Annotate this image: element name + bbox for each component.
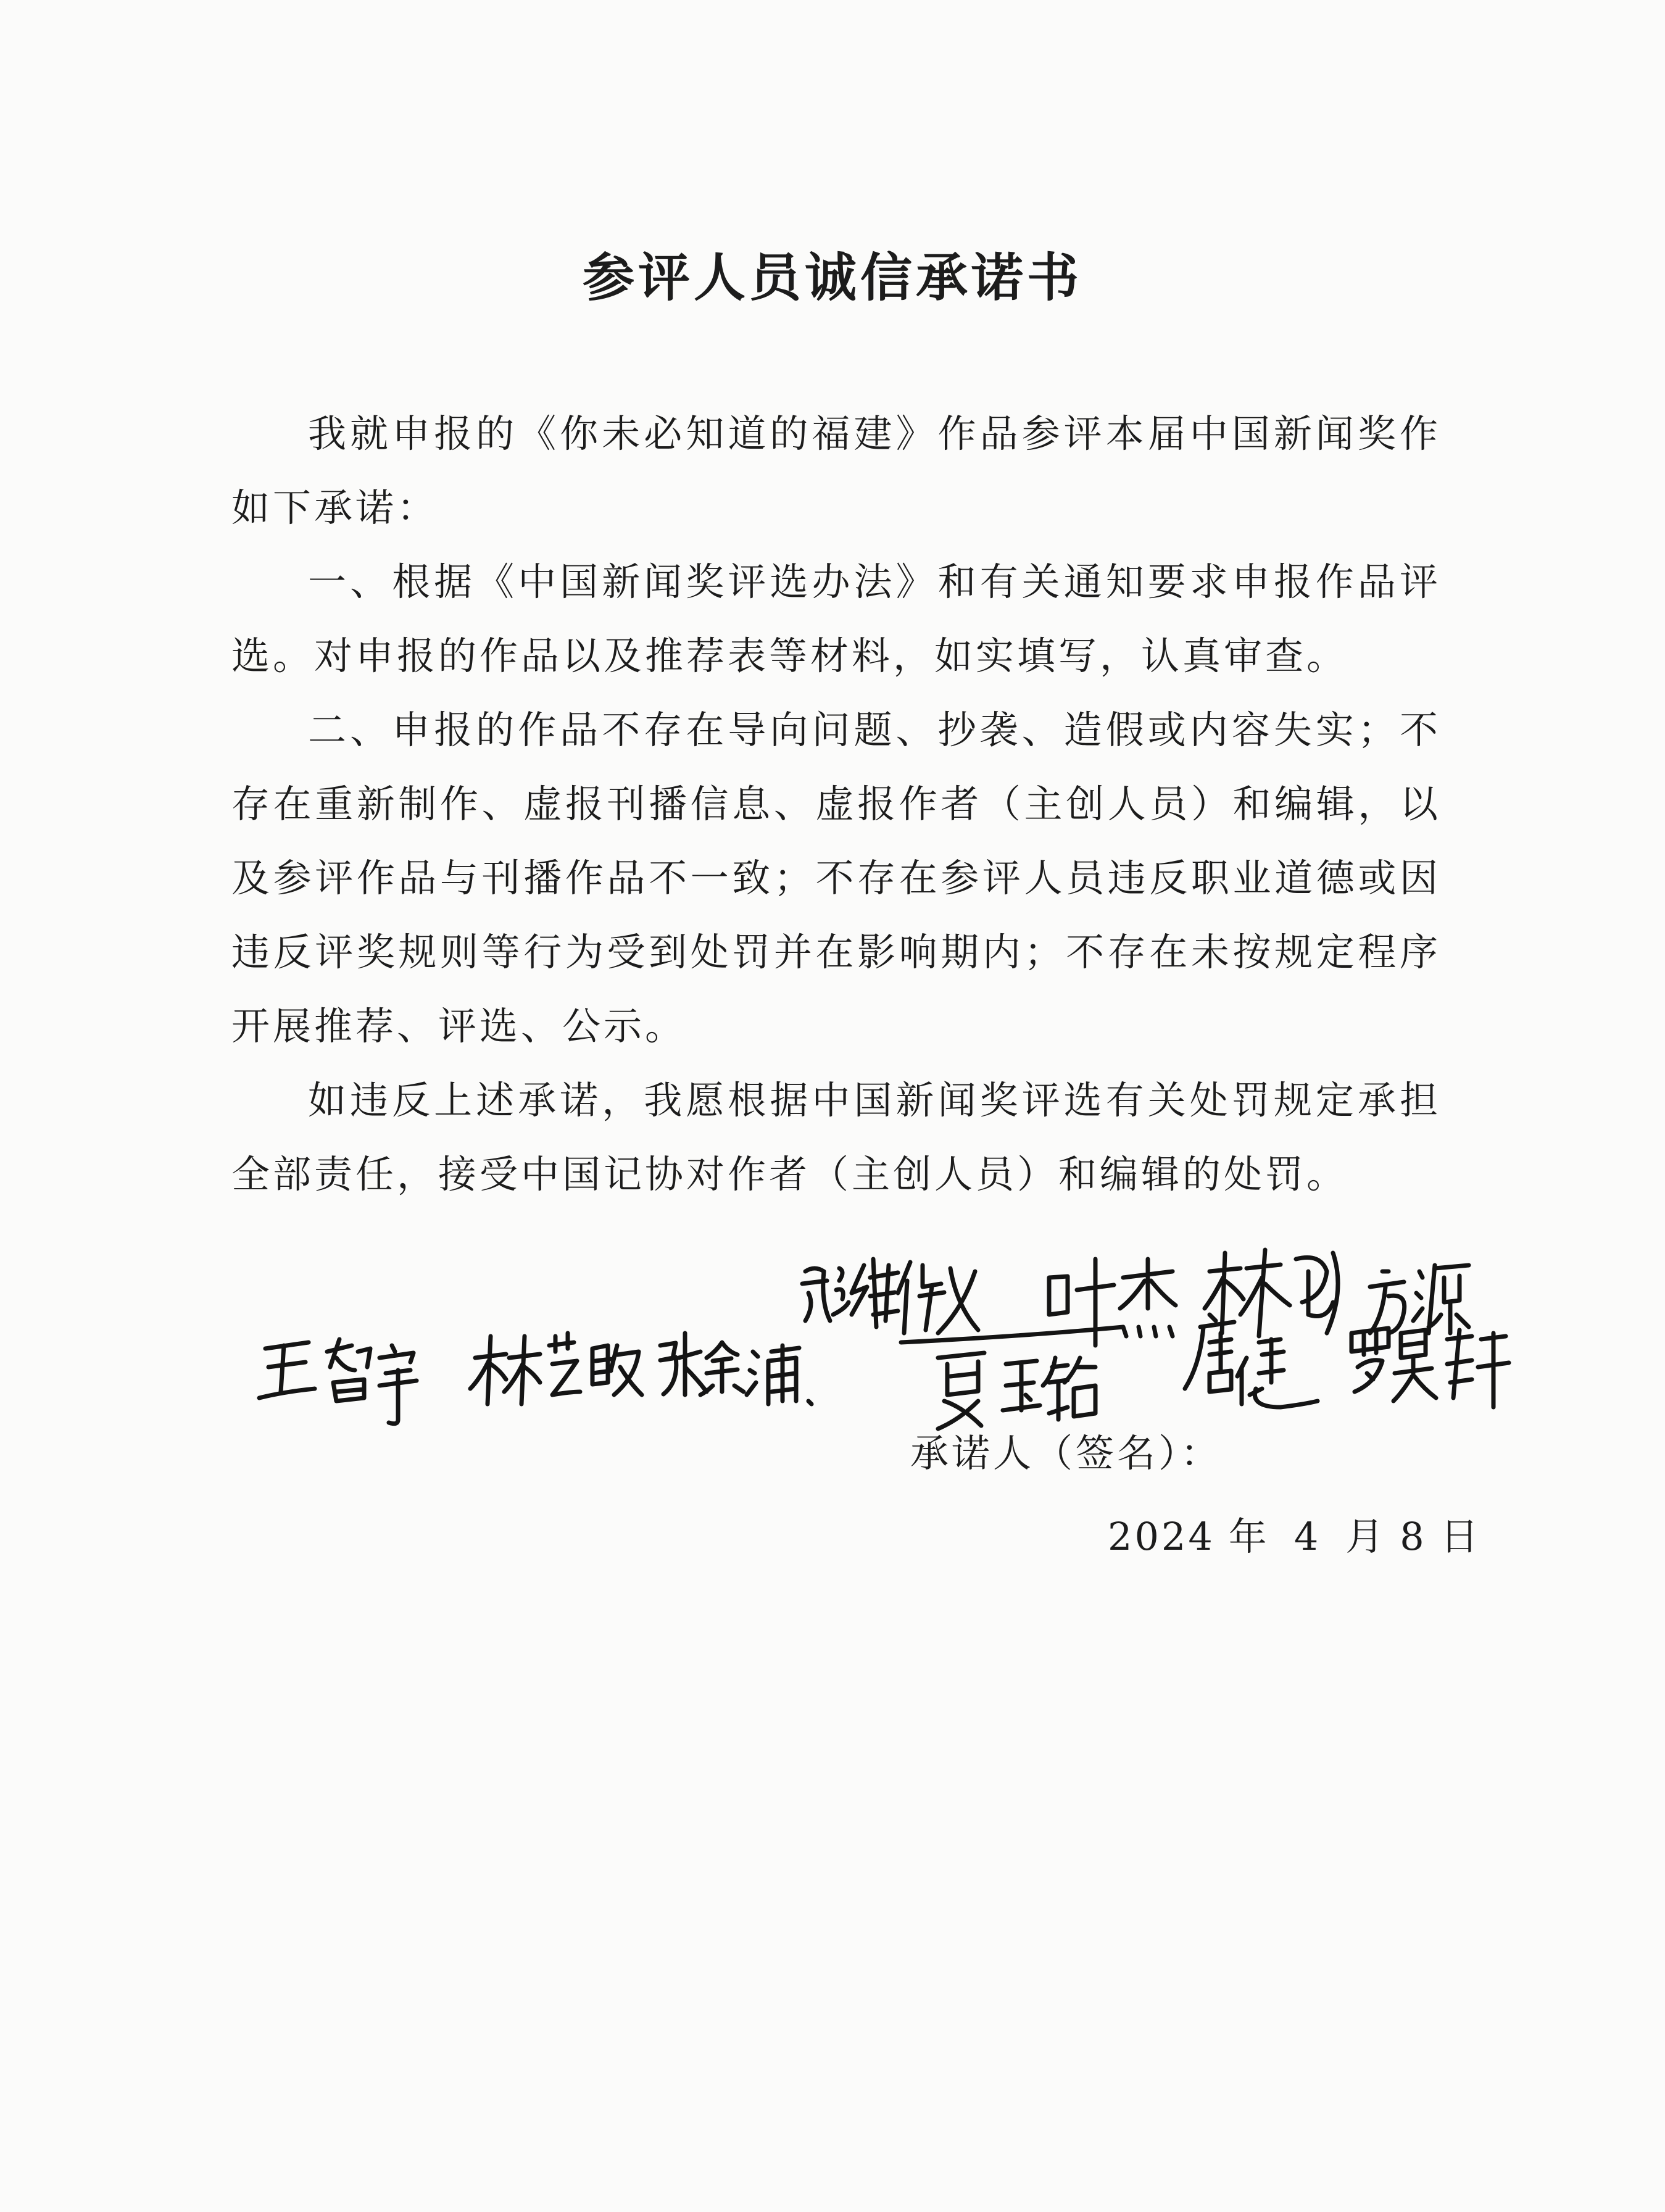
signature-luo-haoxuan: [1352, 1328, 1509, 1407]
document-body: [231, 397, 1441, 1212]
signature-zhang-xinpu: [660, 1333, 812, 1404]
date-day: 8: [1400, 1514, 1427, 1559]
promiser-label: 承诺人（签名）：: [910, 1431, 1223, 1476]
date-day-unit: 日: [1440, 1514, 1481, 1559]
handwritten-signatures: [247, 1234, 1543, 1457]
date-year-unit: 年: [1228, 1514, 1269, 1559]
date-month: 4: [1293, 1514, 1321, 1559]
signature-peng-weiwei: [802, 1259, 1123, 1342]
document-title: 参评人员诚信承诺书: [582, 247, 1082, 308]
signing-date: [1108, 1503, 1481, 1571]
signature-lin-yimin: [470, 1333, 642, 1404]
signature-fang-yuan: [1370, 1265, 1469, 1333]
signature-xia-yuming: [938, 1353, 1095, 1429]
signature-tang-jian: [1185, 1315, 1318, 1407]
signatures-drawing: [247, 1234, 1543, 1457]
signature-wang-zhiyu: [259, 1339, 417, 1424]
paragraph-intro: 我就申报的《你未必知道的福建》作品参评本届中国新闻奖作如下承诺：: [231, 411, 1441, 530]
paragraph-item-one: 一、根据《中国新闻奖评选办法》和有关通知要求申报作品评选。对申报的作品以及推荐表等材料，如实填写，认真审查。: [231, 559, 1441, 678]
date-month-unit: 月: [1345, 1514, 1387, 1559]
paragraph-liability: 如违反上述承诺，我愿根据中国新闻奖评选有关处罚规定承担全部责任，接受中国记协对作者（主创人员）和编辑的处罚。: [231, 1078, 1441, 1197]
paragraph-item-two: 二、申报的作品不存在导向问题、抄袭、造假或内容失实；不存在重新制作、虚报刊播信息、虚报作者（主创人员）和编辑，以及参评作品与刊播作品不一致；不存在参评人员违反职业道德或因违反评奖规则等行为受到处罚并在影响期内；不存在未按规定程序开展推荐、评选、公示。: [231, 707, 1441, 1049]
date-year: 2024: [1108, 1514, 1215, 1559]
